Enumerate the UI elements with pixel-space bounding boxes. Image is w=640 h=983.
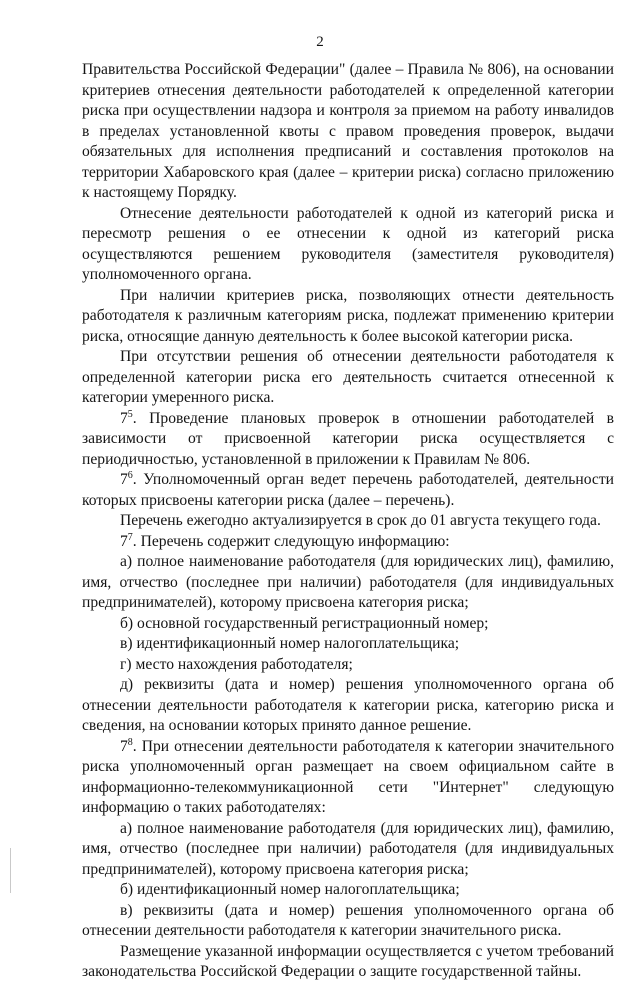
clause-superscript: 6	[127, 469, 133, 481]
clause-text: . Уполномоченный орган ведет перечень работодателей, деятельности которых присвоены категории риска (далее – перечень).	[82, 471, 614, 509]
list-item-g: г) место нахождения работодателя;	[120, 655, 353, 673]
paragraph-risk-assignment: Отнесение деятельности работодателей к одной из категорий риска и пересмотр решения о ее отнесении к одной из категорий риска осуществляются решением руководителя (заместителя руководителя) уполномоченного органа.	[82, 204, 614, 283]
list-item-v: в) реквизиты (дата и номер) решения уполномоченного органа об отнесении деятельности работодателя к категории значительного риска.	[82, 901, 614, 939]
clause-number: 7	[120, 409, 128, 427]
list-item-v: в) идентификационный номер налогоплательщика;	[120, 635, 460, 652]
list-item-b: б) основной государственный регистрационный номер;	[120, 614, 489, 632]
paragraph-continuation: Правительства Российской Федерации" (далее – Правила № 806), на основании критериев отнесения деятельности работодателей к определенной категории риска при осуществлении надзора и контроля за приемом на работу инвалидов в пределах установленной квоты с правом проведения проверок, выдачи обязательных для исполнения предписаний и составления протоколов на территории Хабаровского края (далее – критерии риска) согласно приложению к настоящему Порядку.	[82, 61, 614, 201]
scan-edge-mark	[10, 848, 11, 893]
clause-7-7	[82, 532, 614, 553]
paragraph-no-decision: При отсутствии решения об отнесении деятельности работодателя к определенной категории риска его деятельность считается отнесенной к категории умеренного риска.	[82, 348, 614, 406]
clause-superscript: 7	[127, 531, 133, 543]
clause-superscript: 5	[127, 408, 133, 420]
paragraph-multiple-criteria: При наличии критериев риска, позволяющих отнести деятельность работодателя к различным категориям риска, подлежат применению критерии риска, относящие данную деятельность к более высокой категории риска.	[82, 286, 614, 345]
clause-superscript: 8	[127, 736, 133, 748]
list-item-a: а) полное наименование работодателя (для юридических лиц), фамилию, имя, отчество (последнее при наличии) работодателя (для индивидуальных предпринимателей), которому присвоена категория риска;	[82, 553, 614, 611]
paragraph-annual-update: Перечень ежегодно актуализируется в срок до 01 августа текущего года.	[120, 512, 601, 529]
list-item-a: а) полное наименование работодателя (для юридических лиц), фамилию, имя, отчество (последнее при наличии) работодателя (для индивидуальных предпринимателей), которому присвоена категория риска;	[82, 819, 614, 878]
document-body	[82, 60, 614, 983]
clause-7-8	[82, 737, 614, 819]
page-number: 2	[316, 34, 324, 50]
clause-7-5	[82, 409, 614, 471]
clause-text: . Перечень содержит следующую информацию:	[132, 532, 450, 550]
list-item-b: б) идентификационный номер налогоплательщика;	[120, 881, 460, 898]
clause-text: . Проведение плановых проверок в отношении работодателей в зависимости от присвоенной категории риска осуществляется с периодичностью, установленной в приложении к Правилам № 806.	[82, 409, 614, 468]
list-item-d: д) реквизиты (дата и номер) решения уполномоченного органа об отнесении деятельности работодателя к категории риска, категорию риска и сведения, на основании которых принято данное решение.	[82, 676, 614, 734]
clause-text: . При отнесении деятельности работодателя к категории значительного риска уполномоченный орган размещает на своем официальном сайте в информационно-телекоммуникационной сети "Интернет" следующую информацию о таких работодателях:	[82, 737, 614, 816]
clause-7-6	[82, 470, 614, 511]
clause-number: 7	[120, 471, 128, 488]
paragraph-state-secret: Размещение указанной информации осуществляется с учетом требований законодательства Российской Федерации о защите государственной тайны.	[82, 942, 614, 980]
clause-number: 7	[120, 737, 128, 755]
clause-number: 7	[120, 532, 128, 550]
